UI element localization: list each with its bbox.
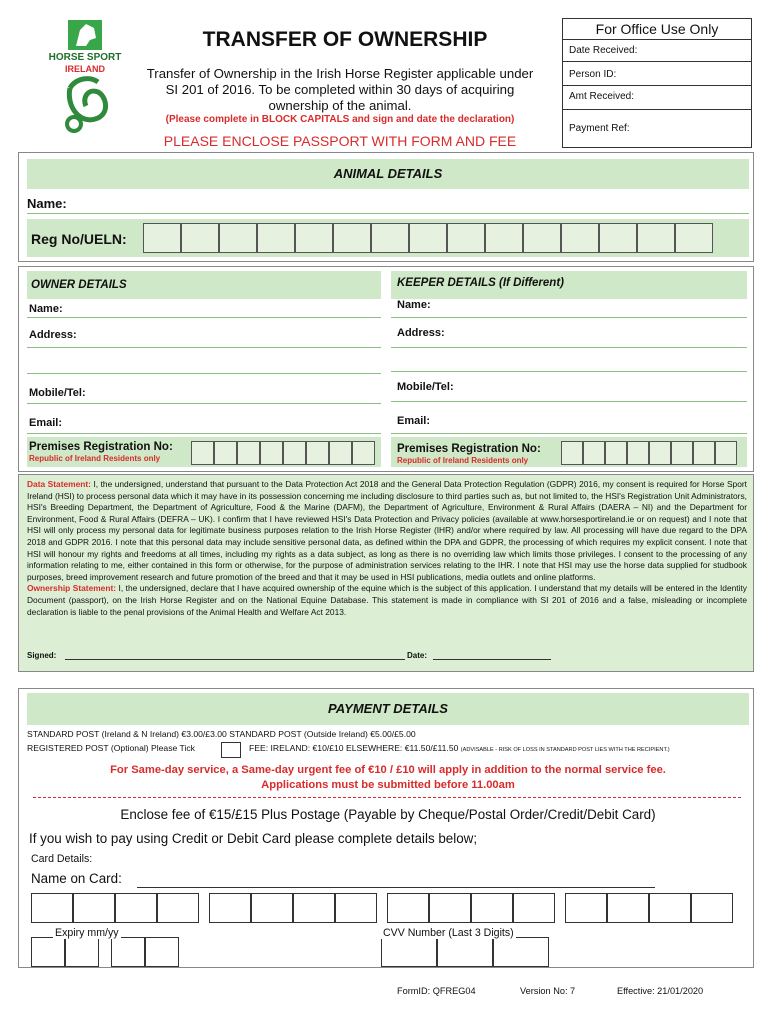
registered-fee: FEE: IRELAND: €10/£10 ELSEWHERE: €11.50/£11.50: [249, 743, 459, 753]
name-on-card-field[interactable]: [137, 887, 655, 888]
reg-no-box[interactable]: [599, 223, 637, 253]
premises-box[interactable]: [649, 441, 671, 465]
animal-heading: ANIMAL DETAILS: [333, 166, 443, 181]
card-number-box[interactable]: [73, 893, 115, 923]
card-number-box[interactable]: [251, 893, 293, 923]
owner-mobile-field[interactable]: [27, 403, 381, 404]
form-title: TRANSFER OF OWNERSHIP: [202, 28, 488, 51]
logo-line2: IRELAND: [65, 64, 105, 74]
dashed-divider: [33, 797, 741, 798]
premises-box[interactable]: [306, 441, 329, 465]
owner-name-field[interactable]: [27, 317, 381, 318]
same-day-line1: For Same-day service, a Same-day urgent fee of €10 / £10 will apply in addition to the normal service fee.: [110, 764, 666, 776]
office-use-box: [562, 18, 752, 148]
premises-box[interactable]: [191, 441, 214, 465]
keeper-email-field[interactable]: [391, 433, 747, 434]
cvv-box[interactable]: [493, 937, 549, 967]
card-details-label: Card Details:: [31, 853, 93, 865]
expiry-box[interactable]: [31, 937, 65, 967]
signature-field[interactable]: [65, 659, 405, 660]
person-id-label: Person ID:: [569, 69, 617, 80]
expiry-box[interactable]: [145, 937, 179, 967]
reg-no-box[interactable]: [675, 223, 713, 253]
card-number-field[interactable]: [31, 893, 747, 923]
intro-line3: ownership of the animal.: [268, 98, 412, 113]
ownership-statement-text: I, the undersigned, declare that I have acquired ownership of the equine which is the subject of this application. I understand that my details will be entered in the Identity Document (passport), on the Irish Horse Register and on the National Equine Database. This statement is made in compliance with SI 201 of 2016 and a false, misleading or incomplete declaration is liable to the penal provisions of the Animal Health and Welfare Act 2013.: [27, 583, 747, 617]
owner-email-field[interactable]: [27, 433, 381, 434]
reg-no-box[interactable]: [295, 223, 333, 253]
premises-box[interactable]: [260, 441, 283, 465]
reg-no-box[interactable]: [523, 223, 561, 253]
owner-premises-label: Premises Registration No:: [29, 441, 173, 453]
premises-box[interactable]: [715, 441, 737, 465]
payment-ref-label: Payment Ref:: [569, 123, 630, 134]
keeper-mobile-label: Mobile/Tel:: [397, 381, 454, 393]
standard-post-text: STANDARD POST (Ireland & N Ireland) €3.00/£3.00 STANDARD POST (Outside Ireland) €5.00/£5.00: [27, 729, 416, 739]
data-statement-text: I, the undersigned, understand that pursuant to the Data Protection Act 2018 and the General Data Protection Regulation (GDPR) 2016, my consent is required for Horse Sport Ireland (HSI) to process personal data which it may have in its possession concerning me including disclosure to third parties such as, but not limited to, the HSI's Registration Unit Administrators, HSI's Breeding Department, the Department of Agriculture, Food & the Marine (DAFM), the Department of Agriculture, Environment & Rural Affairs (DAERA – NI) and the Department for Environment, Food & Rural Affairs (DEFRA – UK). I confirm that I have reviewed HSI's Data Protection and Privacy policies (available at www.horsesportireland.ie or on request) and I note that HSI will only process my personal data for legitimate business purposes relation to the Irish Horse Register (IHR) and/or where required by law. All processing will have due regard to the DPA 2018 and GDPR 2016. I note that this personal data may include sensitive personal data, as defined within the DPA and GDPR, the processing of which requires my explicit consent. I note that HSI will honour my rights and freedoms at all times, including my rights as a data subject, as long as there is no overriding law which limits those privileges. I consent to the processing of any information relating to me, either contained in this form or otherwise, for the purpose of administration services relating to the IHR. I note that HSI may use the horse data supplied for studbook purposes, breed improvement research and future promotion of the breed and that it may be used in HSI publications, media outlets and online platforms.: [27, 479, 747, 582]
date-received-label: Date Received:: [569, 45, 638, 56]
cvv-label: CVV Number (Last 3 Digits): [383, 927, 514, 939]
version-no: Version No: 7: [520, 986, 576, 996]
card-number-box[interactable]: [335, 893, 377, 923]
registered-post-checkbox[interactable]: [221, 742, 241, 758]
data-statement-label: Data Statement:: [27, 479, 91, 489]
premises-box[interactable]: [583, 441, 605, 465]
name-on-card-label: Name on Card:: [31, 871, 122, 886]
registered-post-label: REGISTERED POST (Optional) Please Tick: [27, 743, 195, 753]
owner-name-label: Name:: [29, 303, 63, 315]
premises-box[interactable]: [283, 441, 306, 465]
declaration-text: [27, 479, 747, 618]
keeper-address-label: Address:: [397, 327, 445, 339]
expiry-box[interactable]: [111, 937, 145, 967]
keeper-email-label: Email:: [397, 415, 431, 427]
card-number-box[interactable]: [209, 893, 251, 923]
same-day-line2: Applications must be submitted before 11.00am: [261, 779, 515, 791]
owner-premises-note: Republic of Ireland Residents only: [29, 454, 161, 463]
cvv-box[interactable]: [381, 937, 437, 967]
reg-no-box[interactable]: [181, 223, 219, 253]
signed-label: Signed:: [27, 651, 57, 660]
keeper-mobile-field[interactable]: [391, 401, 747, 402]
reg-no-field[interactable]: [143, 223, 719, 253]
card-number-box[interactable]: [471, 893, 513, 923]
owner-address-label: Address:: [29, 329, 77, 341]
premises-box[interactable]: [605, 441, 627, 465]
keeper-premises-label: Premises Registration No:: [397, 443, 541, 455]
amt-received-label: Amt Received:: [569, 91, 635, 102]
animal-section: [18, 152, 754, 262]
expiry-field[interactable]: [31, 937, 191, 967]
logo-line1: HORSE SPORT: [48, 52, 122, 63]
premises-box[interactable]: [237, 441, 260, 465]
premises-box[interactable]: [329, 441, 352, 465]
owner-heading: OWNER DETAILS: [31, 279, 127, 291]
reg-no-box[interactable]: [143, 223, 181, 253]
card-number-box[interactable]: [691, 893, 733, 923]
card-number-box[interactable]: [513, 893, 555, 923]
card-number-box[interactable]: [565, 893, 607, 923]
enclose-notice: PLEASE ENCLOSE PASSPORT WITH FORM AND FEE: [163, 133, 517, 149]
reg-no-box[interactable]: [371, 223, 409, 253]
intro-line2: SI 201 of 2016. To be completed within 30 days of acquiring: [165, 82, 515, 97]
premises-box[interactable]: [561, 441, 583, 465]
payment-heading: PAYMENT DETAILS: [328, 701, 448, 716]
form-id: FormID: QFREG04: [397, 986, 476, 996]
expiry-label: Expiry mm/yy: [55, 927, 119, 939]
reg-no-box[interactable]: [219, 223, 257, 253]
declaration-date-field[interactable]: [433, 659, 551, 660]
reg-no-box[interactable]: [447, 223, 485, 253]
date-label: Date:: [407, 651, 428, 660]
premises-box[interactable]: [352, 441, 375, 465]
owner-mobile-label: Mobile/Tel:: [29, 387, 86, 399]
keeper-heading: KEEPER DETAILS (If Different): [397, 277, 564, 289]
cvv-box[interactable]: [437, 937, 493, 967]
reg-no-box[interactable]: [409, 223, 447, 253]
card-number-box[interactable]: [607, 893, 649, 923]
keeper-name-field[interactable]: [391, 317, 747, 318]
expiry-box[interactable]: [65, 937, 99, 967]
premises-box[interactable]: [693, 441, 715, 465]
hsi-logo: [40, 18, 130, 143]
keeper-address-field[interactable]: [391, 347, 747, 348]
cvv-field[interactable]: [381, 937, 549, 967]
effective-date: Effective: 21/01/2020: [617, 986, 704, 996]
reg-no-box[interactable]: [637, 223, 675, 253]
intro-line1: Transfer of Ownership in the Irish Horse Register applicable under: [146, 66, 534, 81]
owner-keeper-section: [18, 266, 754, 472]
card-number-box[interactable]: [293, 893, 335, 923]
footer: [0, 986, 770, 1002]
card-intro-text: If you wish to pay using Credit or Debit Card please complete details below;: [29, 831, 478, 846]
premises-box[interactable]: [671, 441, 693, 465]
reg-no-box[interactable]: [333, 223, 371, 253]
reg-no-box[interactable]: [485, 223, 523, 253]
keeper-name-label: Name:: [397, 299, 431, 311]
card-number-box[interactable]: [429, 893, 471, 923]
owner-address-field[interactable]: [27, 347, 381, 348]
card-number-box[interactable]: [387, 893, 429, 923]
ownership-statement-label: Ownership Statement:: [27, 583, 117, 594]
animal-name-label: Name:: [27, 196, 67, 211]
advisable-note: (ADVISABLE - RISK OF LOSS IN STANDARD POST LIES WITH THE RECIPIENT.): [460, 747, 670, 753]
reg-no-box[interactable]: [257, 223, 295, 253]
office-use-title: For Office Use Only: [595, 21, 719, 37]
enclose-fee-text: Enclose fee of €15/£15 Plus Postage (Payable by Cheque/Postal Order/Credit/Debit Card): [120, 807, 656, 822]
premises-box[interactable]: [627, 441, 649, 465]
reg-no-box[interactable]: [561, 223, 599, 253]
premises-box[interactable]: [214, 441, 237, 465]
owner-premises-field[interactable]: [191, 441, 377, 465]
declaration-section: [18, 474, 754, 672]
registered-fee-text: [249, 743, 670, 753]
card-number-box[interactable]: [157, 893, 199, 923]
card-number-box[interactable]: [31, 893, 73, 923]
payment-section: [18, 688, 754, 968]
card-number-box[interactable]: [115, 893, 157, 923]
reg-no-label: Reg No/UELN:: [31, 231, 127, 247]
owner-email-label: Email:: [29, 417, 63, 429]
keeper-premises-note: Republic of Ireland Residents only: [397, 456, 529, 465]
card-number-box[interactable]: [649, 893, 691, 923]
instructions: (Please complete in BLOCK CAPITALS and sign and date the declaration): [165, 114, 515, 125]
keeper-premises-field[interactable]: [561, 441, 743, 465]
